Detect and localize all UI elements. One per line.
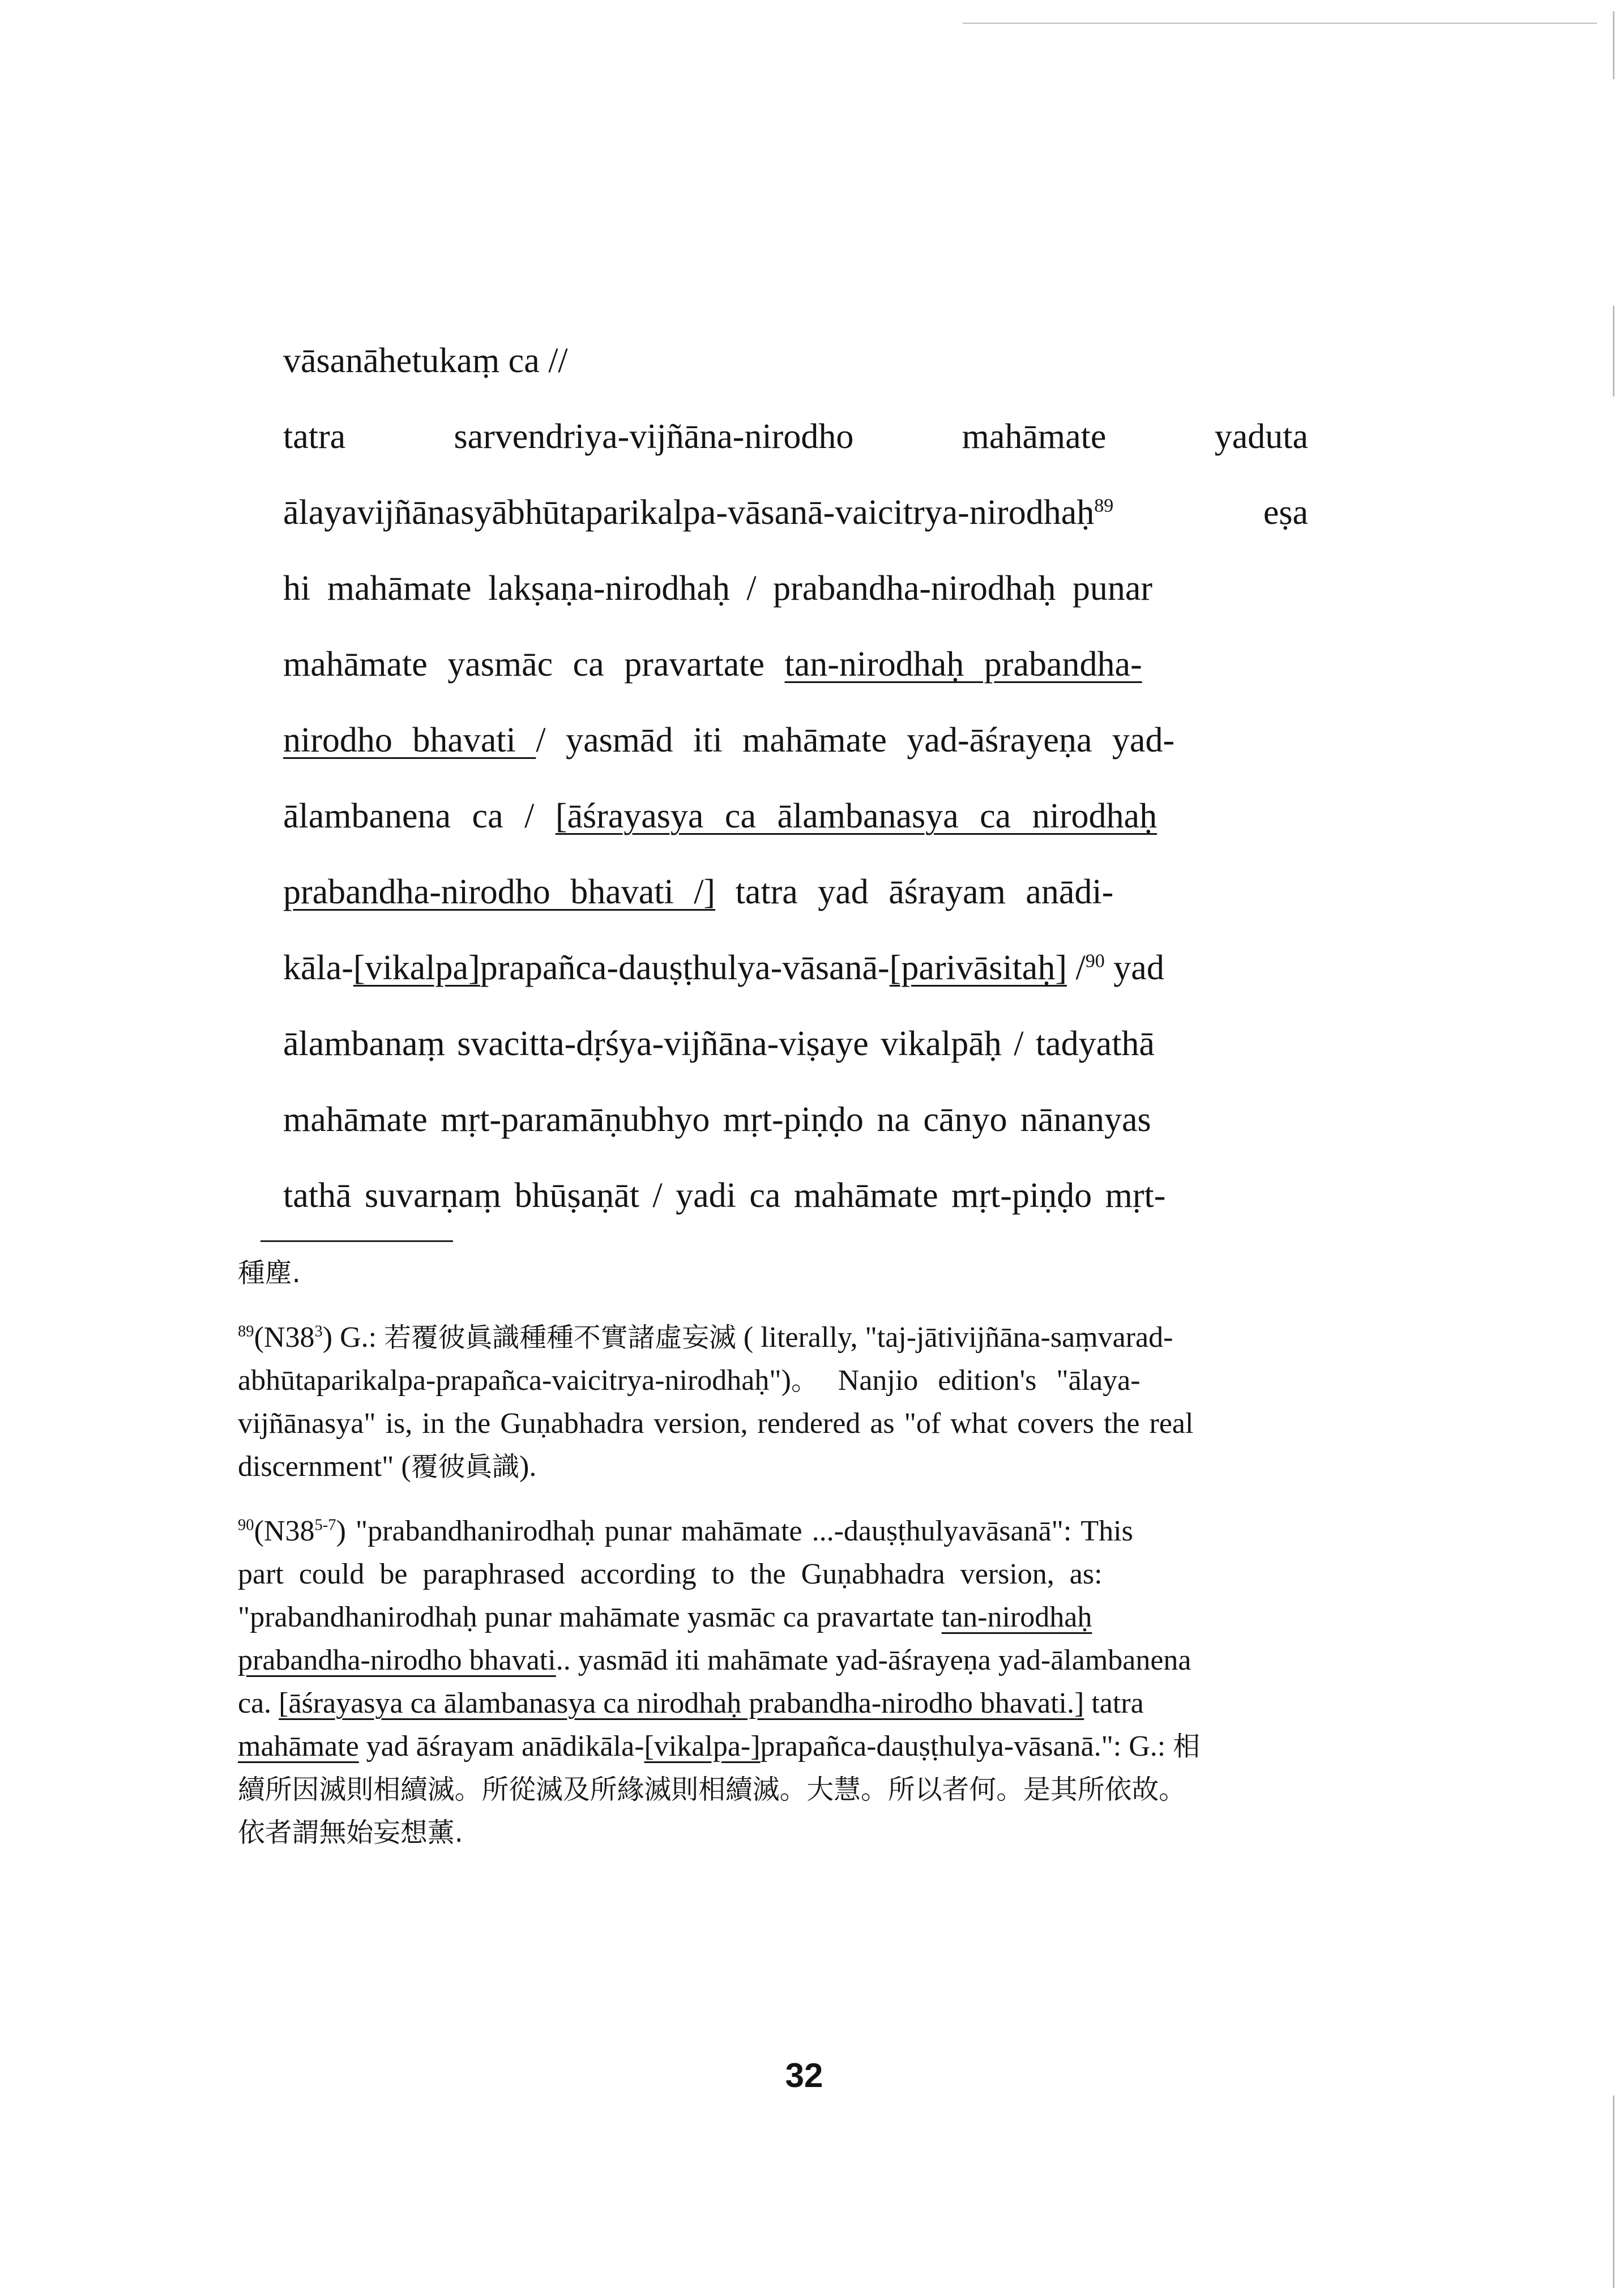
- footnote-text: abhūtaparikalpa-prapañca-vaicitrya-nirodhaḥ"): [238, 1364, 791, 1397]
- footnote-line: [238, 1316, 1319, 1359]
- main-text-segment: sarvendriya-vijñāna-nirodho: [454, 417, 854, 456]
- main-text-segment: tatra yad āśrayam anādi-: [715, 873, 1114, 911]
- underlined-text: [vikalpa]: [353, 949, 480, 987]
- footnote-text: vijñānasya" is, in the Guṇabhadra version, rendered as "of what covers the real: [238, 1407, 1194, 1440]
- main-line-3: [283, 475, 1308, 550]
- footnote-separator: [260, 1240, 453, 1242]
- main-line-11: [283, 1082, 1308, 1158]
- underlined-text: [āśrayasya ca ālambanasya ca nirodhaḥ prabandha-nirodho bhavati.]: [279, 1687, 1084, 1719]
- footnote-line: [238, 1682, 1319, 1725]
- main-text-segment: yad: [1104, 949, 1164, 987]
- footnote-text: .. yasmād iti mahāmate yad-āśrayeṇa yad-ālambanena: [556, 1644, 1191, 1676]
- footnote-line: [238, 1359, 1319, 1402]
- main-line-7: [283, 778, 1308, 854]
- footnote-number: 90: [238, 1516, 254, 1534]
- footnote-cjk-text: 續所因滅則相續滅。所從滅及所緣滅則相續滅。大慧。所以者何。是其所依故。: [238, 1774, 1186, 1806]
- footnote-text: "prabandhanirodhaḥ punar mahāmate yasmāc ca pravartate: [238, 1601, 942, 1633]
- main-line-6: [283, 702, 1308, 778]
- underlined-text: nirodho bhavati: [283, 721, 536, 759]
- scan-edge-right-2: [1613, 306, 1615, 396]
- underlined-text: tan-nirodhaḥ prabandha-: [784, 645, 1142, 684]
- footnote-line: [238, 1510, 1319, 1553]
- footnote-line: [238, 1445, 1319, 1488]
- main-text-segment: mahāmate: [962, 417, 1107, 456]
- footnote-text: ) "prabandhanirodhaḥ punar mahāmate ...-dauṣṭhulyavāsanā": This: [336, 1515, 1133, 1547]
- main-text-segment: ālayavijñānasyābhūtaparikalpa-vāsanā-vaicitrya-nirodhaḥ: [283, 493, 1095, 532]
- main-line-2: [283, 399, 1308, 475]
- footnote-ref-90: 90: [1085, 950, 1105, 972]
- footnote-text: part could be paraphrased according to the Guṇabhadra version, as:: [238, 1558, 1103, 1590]
- main-line-9: [283, 930, 1308, 1006]
- underlined-text: tan-nirodhaḥ: [941, 1601, 1092, 1633]
- footnote-line: [238, 1725, 1319, 1768]
- footnote-line: [238, 1402, 1319, 1445]
- footnote-line: [238, 1596, 1319, 1639]
- main-text-segment: /: [1066, 949, 1086, 987]
- footnote-cjk-text: 相: [1173, 1731, 1201, 1762]
- footnote-number: 89: [238, 1322, 254, 1341]
- underlined-text: [vikalpa-]: [644, 1730, 761, 1762]
- main-text-segment: ālambanena ca /: [283, 797, 556, 835]
- main-text-segment: yaduta: [1214, 417, 1309, 456]
- footnote-carry-over: [238, 1252, 1319, 1295]
- footnote-text: discernment" (: [238, 1450, 411, 1483]
- main-text-segment: eṣa: [1263, 493, 1308, 532]
- footnote-text: Nanjio edition's "ālaya-: [818, 1364, 1141, 1397]
- footnote-text: (N38: [254, 1515, 315, 1547]
- main-text-segment: vāsanāhetukaṃ ca //: [283, 342, 568, 380]
- footnote-text: ca.: [238, 1687, 279, 1719]
- scan-edge-right-3: [1613, 2096, 1615, 2288]
- main-text-segment: mahāmate yasmāc ca pravartate: [283, 645, 765, 684]
- main-text-segment: [283, 493, 1113, 532]
- main-line-4: [283, 550, 1308, 626]
- main-text-segment: tatra: [283, 417, 346, 456]
- footnote-line: [238, 1768, 1319, 1811]
- scan-edge-right-1: [1613, 11, 1615, 79]
- footnote-superscript: 5-7: [314, 1516, 336, 1534]
- footnote-text: ) G.:: [322, 1321, 385, 1354]
- footnote-cjk-text: 覆彼眞識: [411, 1452, 520, 1483]
- footnote-text: yad āśrayam anādikāla-: [358, 1730, 644, 1762]
- footnote-text: tatra: [1084, 1687, 1144, 1719]
- main-text-segment: mahāmate mṛt-paramāṇubhyo mṛt-piṇḍo na cānyo nānanyas: [283, 1100, 1151, 1139]
- footnote-text: 種塵.: [238, 1258, 301, 1289]
- footnote-text: ( literally, "taj-jātivijñāna-saṃvarad-: [736, 1321, 1173, 1354]
- footnote-text: prapañca-dauṣṭhulya-vāsanā.": G.:: [760, 1730, 1173, 1762]
- main-text-segment: hi mahāmate lakṣaṇa-nirodhaḥ / prabandha-nirodhaḥ punar: [283, 569, 1153, 608]
- scan-edge-top: [963, 23, 1597, 24]
- page-number: 32: [785, 2056, 823, 2094]
- footnote-cjk-text: 依者謂無始妄想薰.: [238, 1817, 463, 1849]
- footnote-90: [238, 1510, 1319, 1854]
- underlined-text: [āśrayasya ca ālambanasya ca nirodhaḥ: [555, 797, 1158, 835]
- main-text-segment: / yasmād iti mahāmate yad-āśrayeṇa yad-: [536, 721, 1175, 759]
- main-line-1: [283, 323, 1308, 399]
- underlined-text: prabandha-nirodho bhavati /]: [283, 873, 716, 911]
- footnote-cjk-text: 若覆彼眞識種種不實諸虛妄滅: [384, 1322, 736, 1354]
- main-text: [283, 323, 1308, 1234]
- footnote-superscript: 3: [314, 1322, 323, 1341]
- footnote-line: [238, 1553, 1319, 1596]
- main-line-12: [283, 1158, 1308, 1234]
- main-text-segment: ālambanaṃ svacitta-dṛśya-vijñāna-viṣaye vikalpāḥ / tadyathā: [283, 1025, 1155, 1063]
- footnote-text: (N38: [254, 1321, 315, 1354]
- main-text-segment: tathā suvarṇaṃ bhūṣaṇāt / yadi ca mahāmate mṛt-piṇḍo mṛt-: [283, 1176, 1166, 1215]
- underlined-text: mahāmate: [238, 1730, 359, 1762]
- underlined-text: prabandha-nirodho bhavati: [238, 1644, 556, 1676]
- main-line-10: [283, 1006, 1308, 1082]
- main-text-segment: prapañca-dauṣṭhulya-vāsanā-: [480, 949, 890, 987]
- footnote-text: ).: [519, 1450, 537, 1483]
- footnote-ref-89: 89: [1094, 495, 1114, 517]
- footnote-line: [238, 1639, 1319, 1682]
- underlined-text: [parivāsitaḥ]: [889, 949, 1067, 987]
- footnote-line: [238, 1811, 1319, 1854]
- main-line-5: [283, 626, 1308, 702]
- footnotes: [238, 1252, 1319, 1854]
- footnote-89: [238, 1316, 1319, 1488]
- footnote-cjk-text: 。: [791, 1365, 818, 1397]
- main-line-8: [283, 854, 1308, 930]
- main-text-segment: kāla-: [283, 949, 353, 987]
